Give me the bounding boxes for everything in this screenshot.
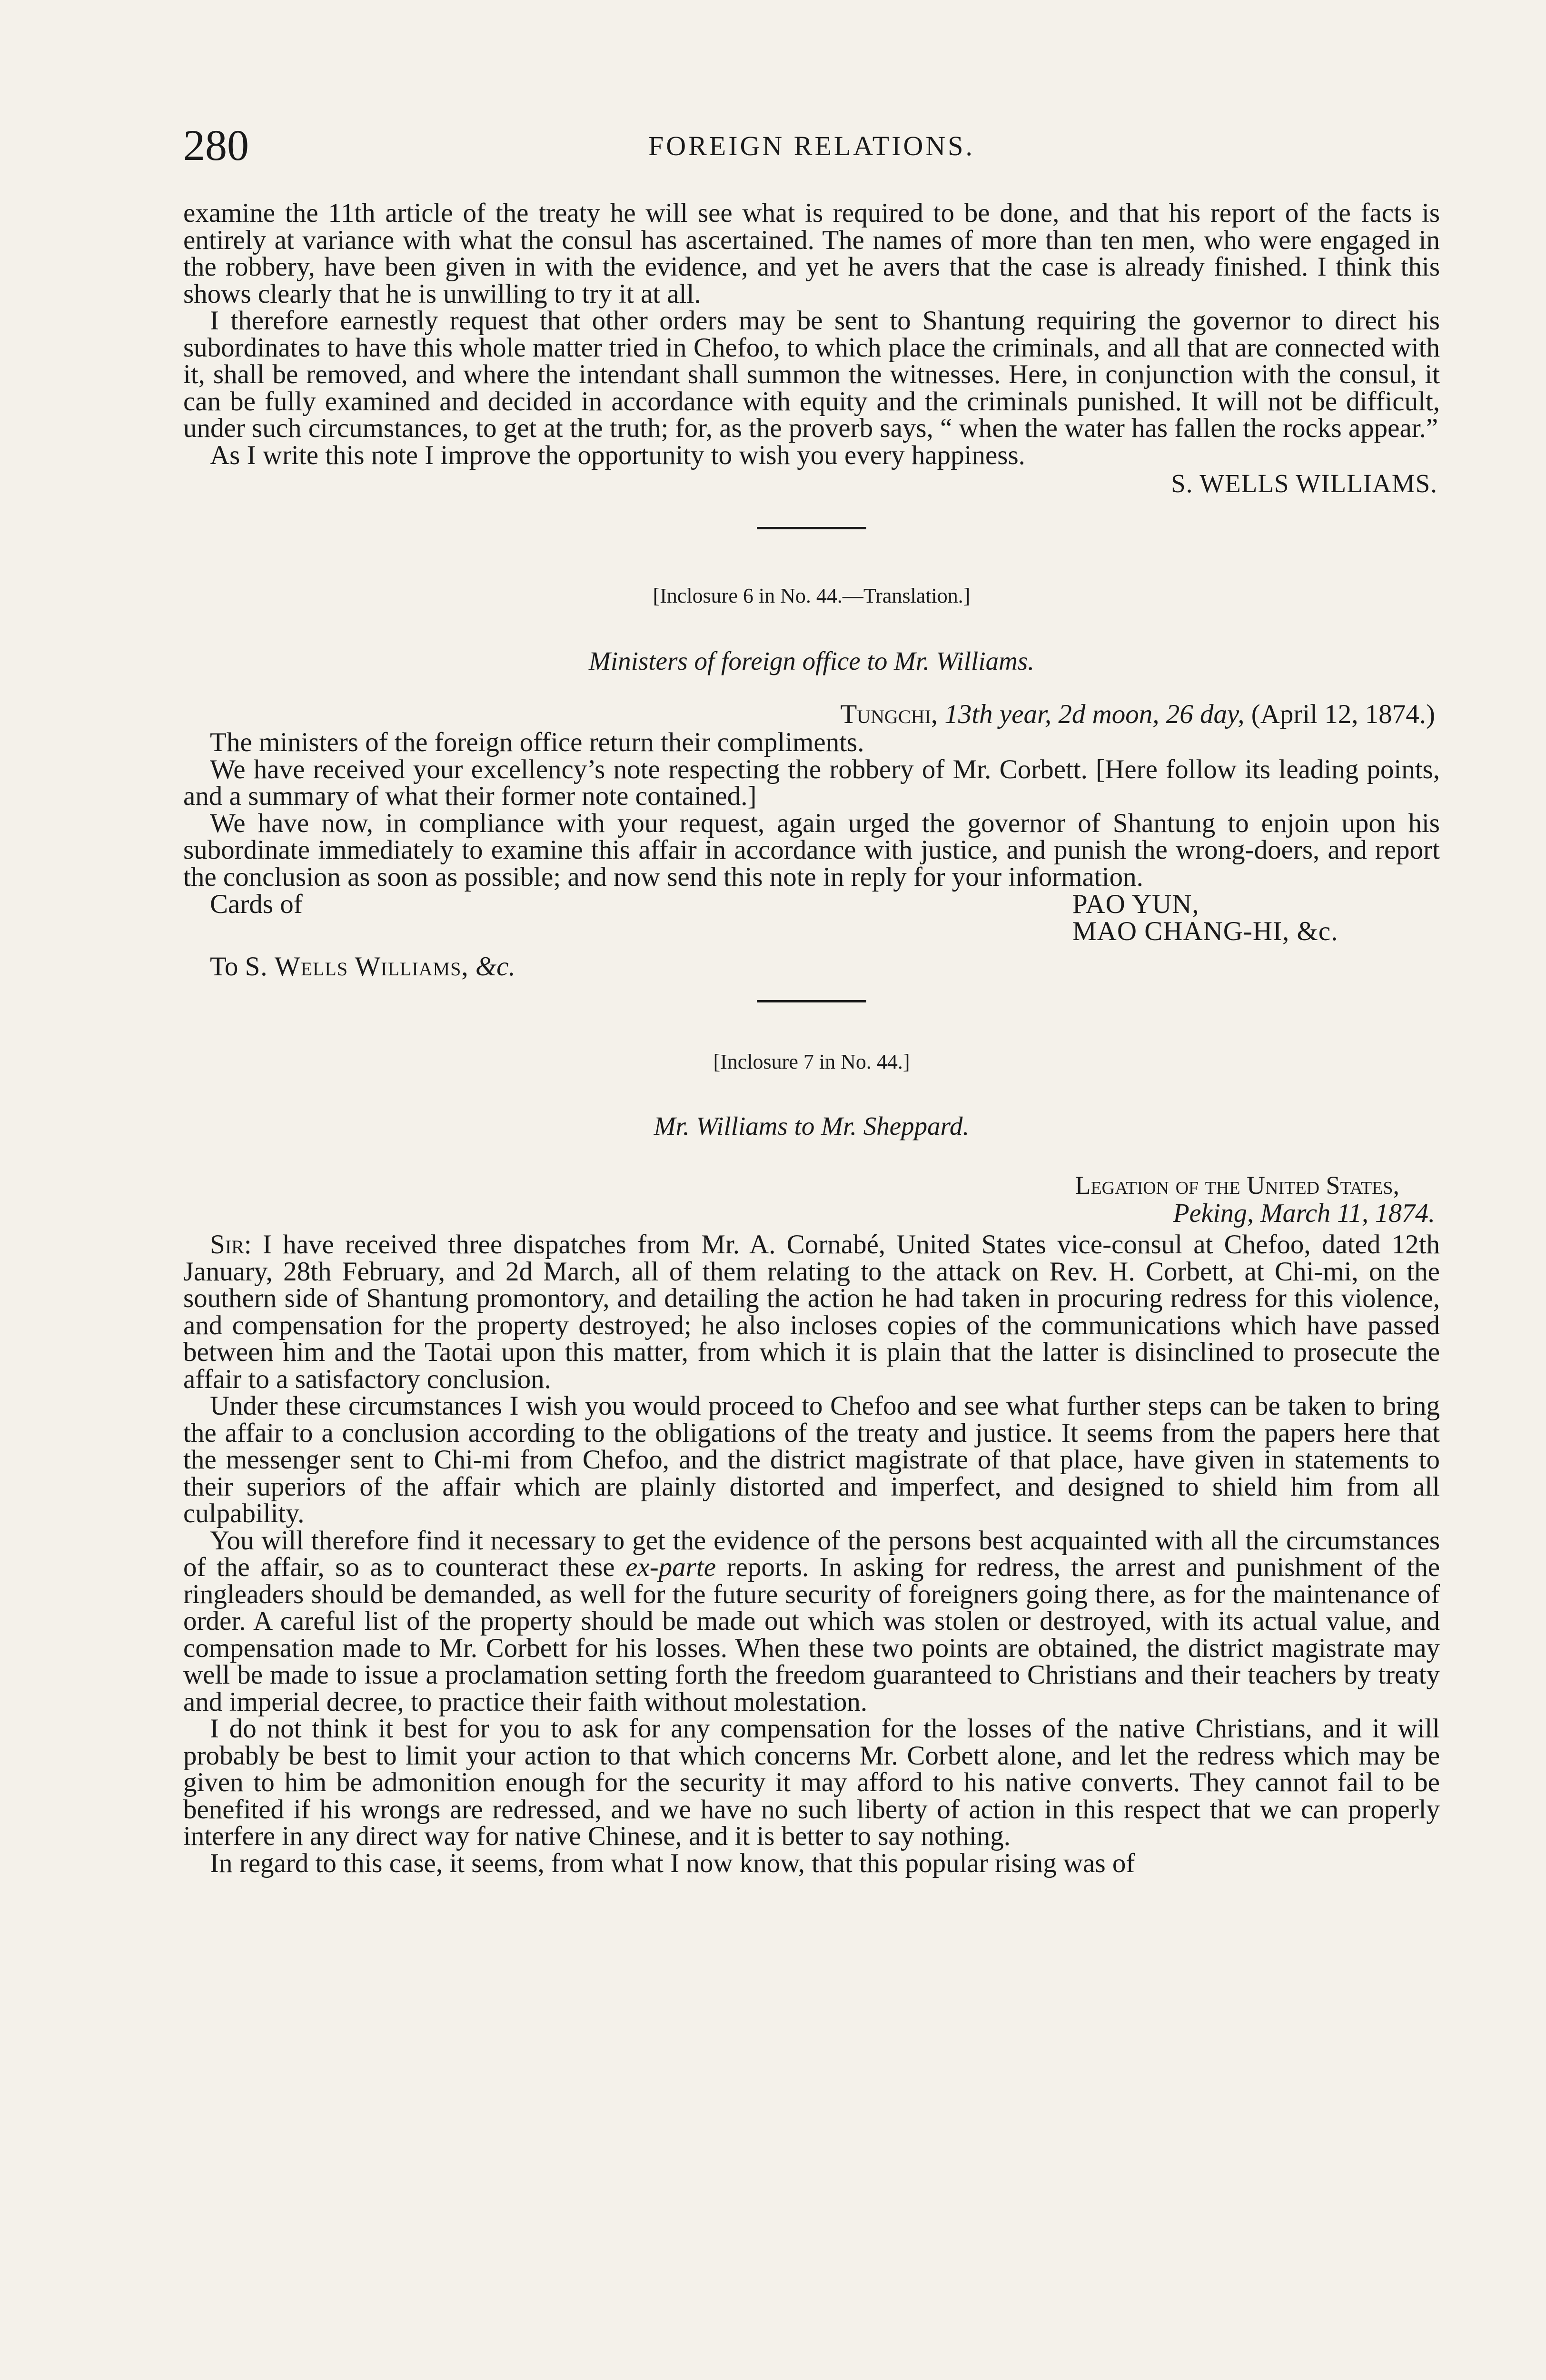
inclosure-6-title: Ministers of foreign office to Mr. Williams. — [589, 646, 1034, 675]
legation-line: Legation of the United States, — [1075, 1171, 1399, 1200]
inclosure-7-paragraph-2: Under these circumstances I wish you would proceed to Chefoo and see what further steps can be taken to bring the affair to a conclusion according to the obligations of the treaty and justice. It seems from the papers here that the messenger sent to Chi-mi from Chefoo, and the district magistrate of that place, have given in statements to their superiors of the affair which are plainly distorted and imperfect, and designed to shield him from all culpability. — [183, 1391, 1440, 1528]
inclosure-7-paragraph-3 — [183, 1527, 1440, 1716]
inclosure-6-paragraph-2: We have received your excellency’s note respecting the robbery of Mr. Corbett. [Here follow its leading points, and a summary of what their former note contained.] — [183, 754, 1440, 811]
inclosure-6-paragraph-3: We have now, in compliance with your request, again urged the governor of Shantung to enjoin upon his subordinate immediately to examine this affair in accordance with justice, and punish the wrong-doers, and report the conclusion as soon as possible; and now send this note in reply for your information. — [183, 808, 1440, 892]
addressee-suffix: &c. — [475, 952, 515, 982]
dateline-western-date: (April 12, 1874.) — [1251, 699, 1435, 729]
text-column — [183, 200, 1440, 1877]
letter1-paragraph-1: examine the 11th article of the treaty he will see what is required to be done, and that his report of the facts is entirely at variance with what the consul has ascertained. The names of more than ten men, who were engaged in the robbery, have been given in with the evidence, and yet he avers that the case is already finished. I think this shows clearly that he is unwilling to try it at all. — [183, 198, 1440, 309]
letter1-signature: S. WELLS WILLIAMS. — [1171, 469, 1437, 498]
inclosure-6-paragraph-1: The ministers of the foreign office return their compliments. — [210, 727, 864, 757]
paragraph-1-text: I have received three dispatches from Mr. A. Cornabé, United States vice-consul at Chefoo, dated 12th January, 28th February, and 2d March, all of them relating to the attack on Rev. H. Corbett, at Chi-mi, on the southern side of Shantung promontory, and detailing the action he had taken in procuring redress for this violence, and compensation for the property destroyed; he also incloses copies of the communications which have passed between him and the Taotai upon this matter, from which it is plain that the latter is disinclined to prosecute the affair to a satisfactory conclusion. — [183, 1230, 1440, 1394]
salutation: Sir: — [210, 1230, 252, 1259]
addressee-prefix: To — [210, 952, 238, 982]
dateline-place: Tungchi, — [840, 699, 938, 729]
inclosure-7-paragraph-4: I do not think it best for you to ask for any compensation for the losses of the native Christians, and it will probably be best to limit your action to that which concerns Mr. Corbett alone, and let the redress which may be given to him be admonition enough for the security it may afford to his native converts. They cannot fail to be benefited if his wrongs are redressed, and we have no such liberty of action in this respect that we can properly interfere in any direct way for native Chinese, and it is better to say nothing. — [183, 1714, 1440, 1851]
running-head: FOREIGN RELATIONS. — [648, 130, 975, 161]
inclosure-7-label: [Inclosure 7 in No. 44.] — [713, 1050, 910, 1073]
signer-1: PAO YUN, — [1072, 889, 1199, 919]
inclosure-7-paragraph-1 — [183, 1231, 1440, 1393]
legation-date: Peking, March 11, 1874. — [1173, 1199, 1435, 1228]
inclosure-6-dateline — [183, 700, 1440, 729]
signers — [1072, 891, 1338, 945]
addressee-name: S. Wells Williams, — [245, 952, 469, 982]
inclosure-6-signature-block — [183, 891, 1440, 952]
inclosure-6-label: [Inclosure 6 in No. 44.—Translation.] — [653, 584, 971, 607]
inclosure-7-paragraph-5: In regard to this case, it seems, from what I now know, that this popular rising was of — [210, 1848, 1135, 1878]
cards-label: Cards of — [210, 889, 303, 919]
dateline-chinese-date: 13th year, 2d moon, 26 day, — [944, 699, 1245, 729]
paragraph-3-text-a: You will therefore find it necessary to get the evidence of the persons best acquainted with all the circumstances of the affair, so as to counteract these — [183, 1525, 1440, 1582]
page-header — [183, 121, 1440, 178]
signer-2: MAO CHANG-HI, &c. — [1072, 916, 1338, 946]
letter1-paragraph-2: I therefore earnestly request that other orders may be sent to Shantung requiring the governor to direct his subordinates to have this whole matter tried in Chefoo, to which place the criminals, and all that are connected with it, shall be removed, and where the intendant shall summon the witnesses. Here, in conjunction with the consul, it can be fully examined and decided in accordance with equity and the criminals punished. It will not be difficult, under such circumstances, to get at the truth; for, as the proverb says, “ when the water has fallen the rocks appear.” — [183, 306, 1440, 443]
paragraph-3-italic: ex-parte — [625, 1552, 716, 1582]
paragraph-3-text-b: reports. In asking for redress, the arrest and punishment of the ringleaders should be demanded, as well for the future security of foreigners going there, as for the maintenance of order. A careful list of the property should be made out which was stolen or destroyed, with its actual value, and compensation made to Mr. Corbett for his losses. When these two points are obtained, the district magistrate may well be made to issue a proclamation setting forth the freedom guaranteed to Christians and their teachers by treaty and imperial decree, to practice their faith without molestation. — [183, 1552, 1440, 1717]
page-number: 280 — [183, 121, 249, 169]
inclosure-7-title: Mr. Williams to Mr. Sheppard. — [654, 1111, 970, 1140]
inclosure-6-addressee — [183, 952, 1440, 981]
letter1-paragraph-3: As I write this note I improve the opportunity to wish you every happiness. — [210, 440, 1025, 470]
